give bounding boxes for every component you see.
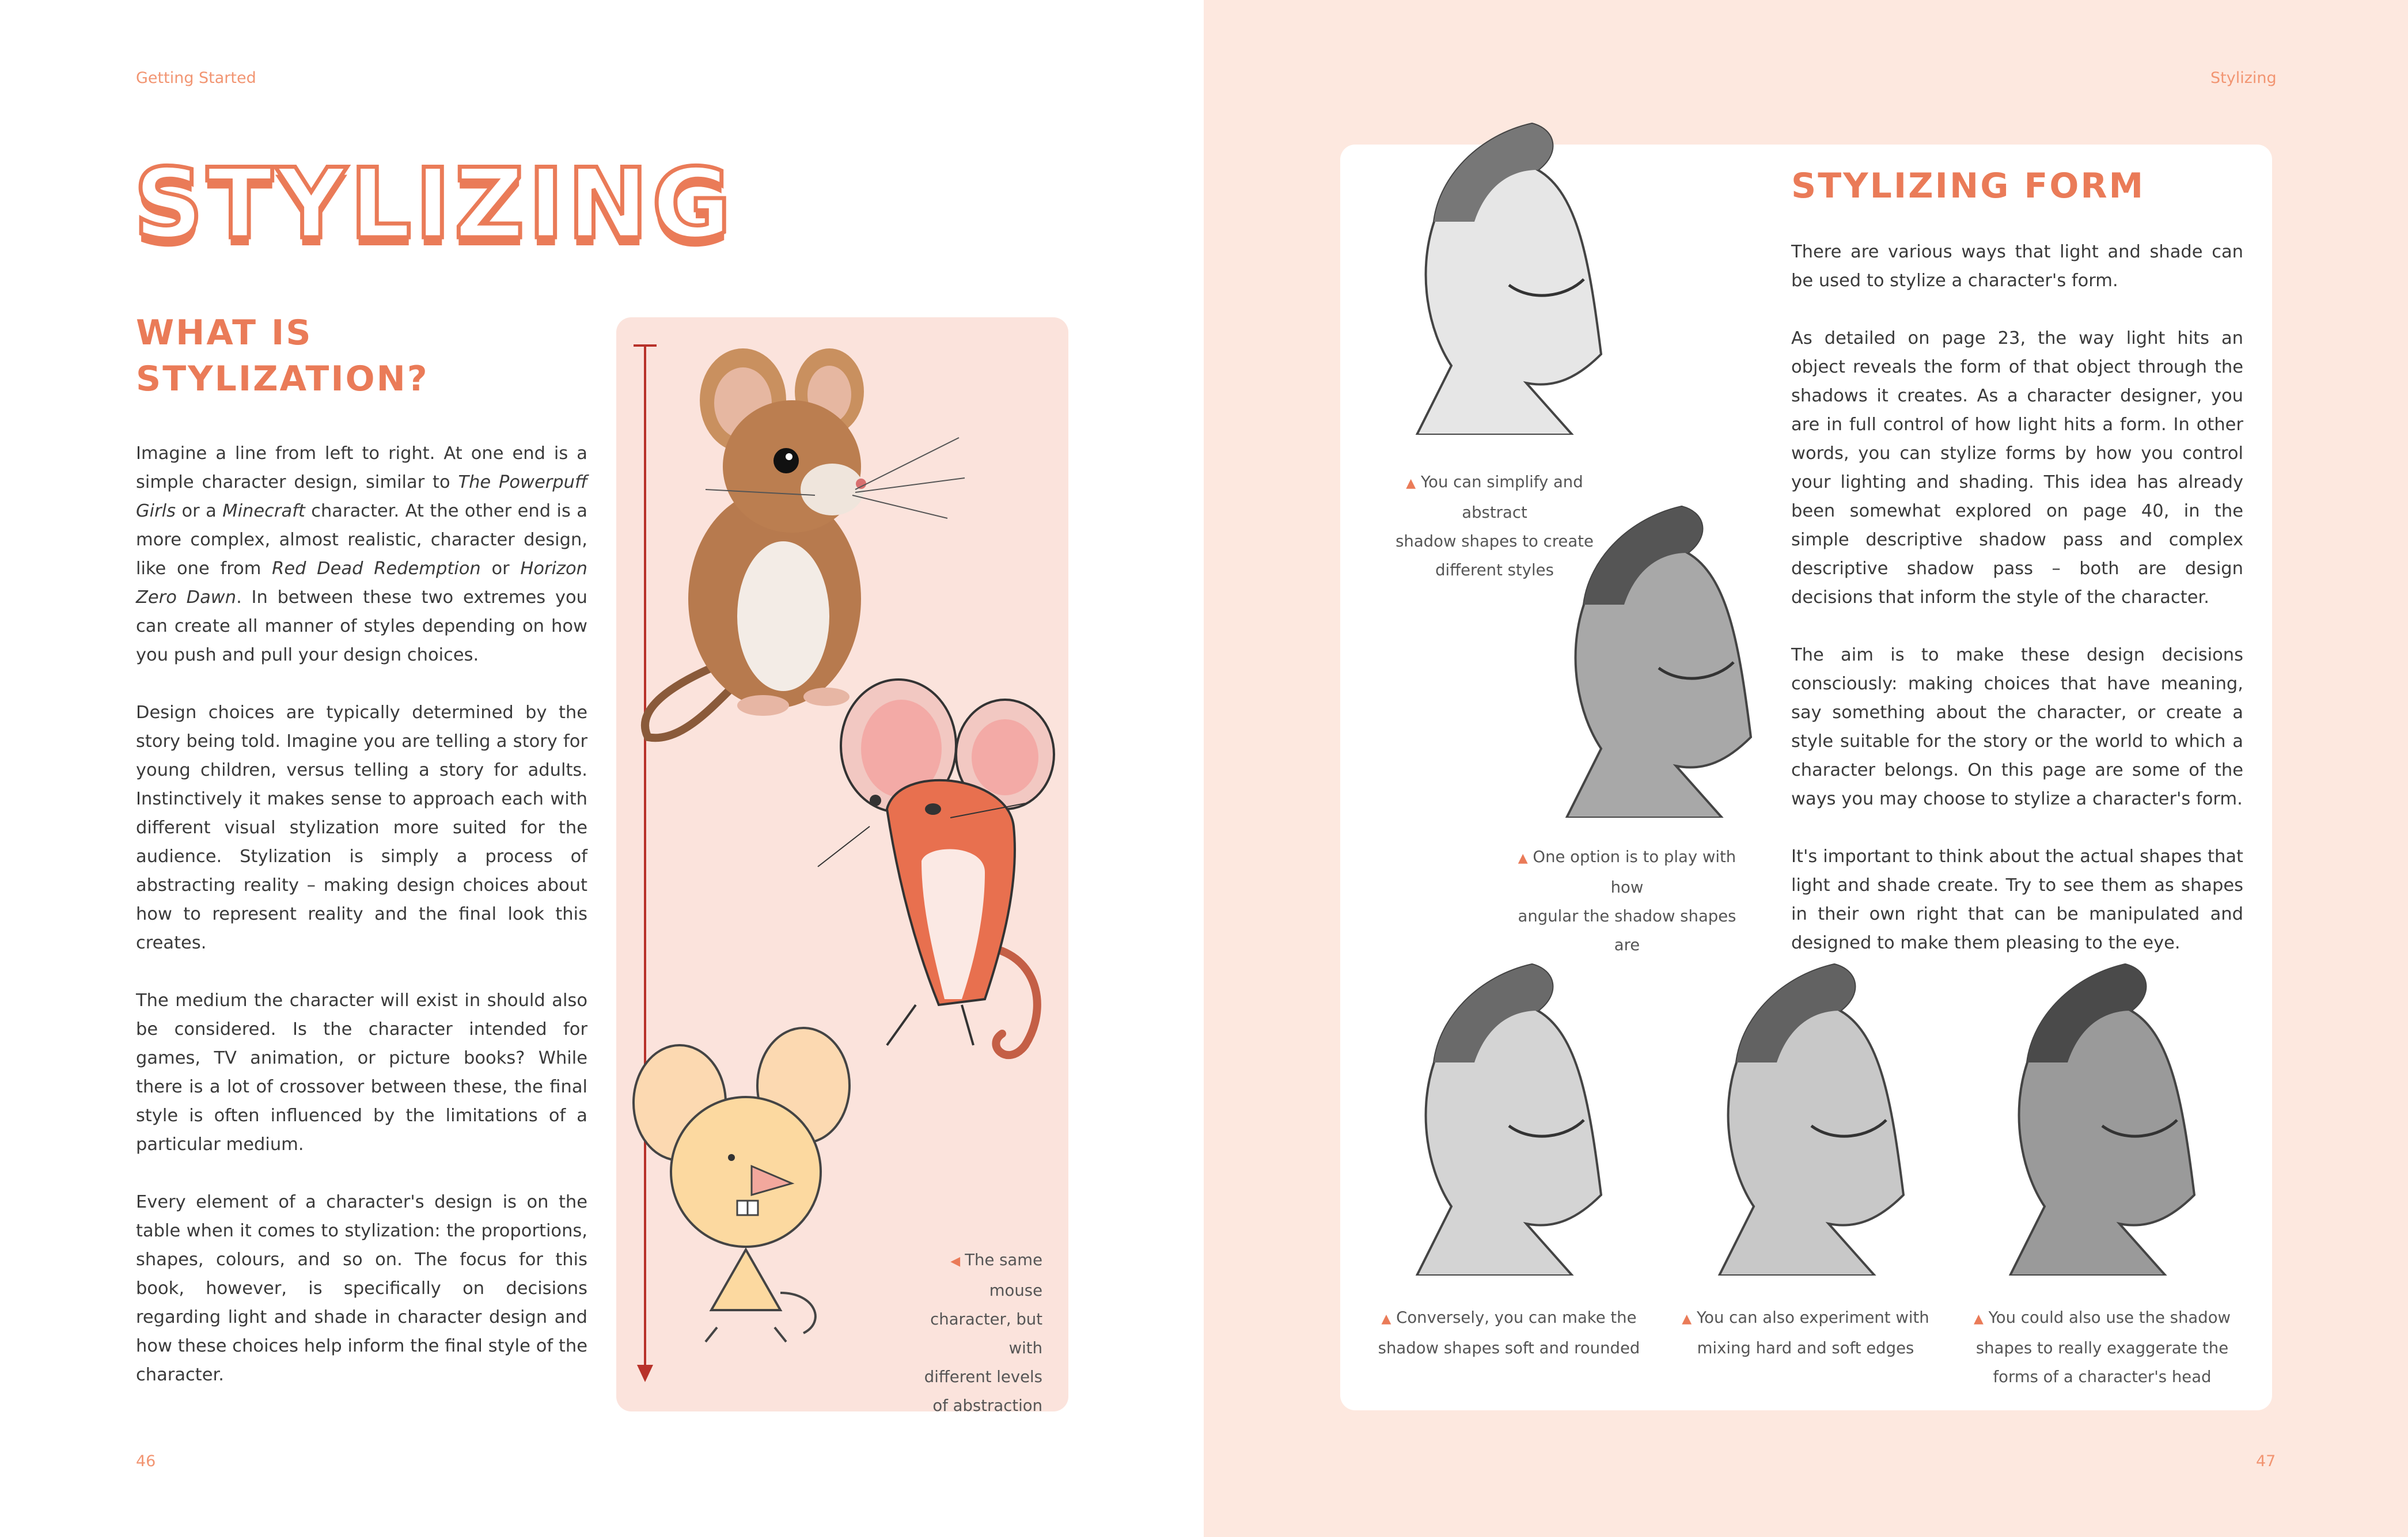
head-illustration-4 (1685, 953, 1927, 1276)
head-illustration-1 (1382, 112, 1624, 435)
right-paragraph-1: There are various ways that light and shade can be used to stylize a character's form. (1791, 242, 2243, 291)
subtitle (136, 310, 481, 402)
caption-pointer-icon: ▲ (1518, 851, 1528, 866)
page-number-left: 46 (136, 1452, 156, 1470)
caption-pointer-icon: ◀ (950, 1254, 961, 1269)
caption-mixed-edges: ▲ You can also experiment with mixing hard and soft edges (1682, 1308, 1929, 1357)
abstraction-arrow-head (637, 1365, 653, 1382)
cartoon-mouse-illustration (812, 677, 1100, 1068)
left-body-text (136, 439, 587, 1418)
caption-pointer-icon: ▲ (1973, 1312, 1984, 1326)
caption-angular-shadows: ▲ One option is to play with how angular the shadow shapes are (1518, 848, 1736, 954)
subtitle-line-2: STYLIZATION? (136, 359, 429, 399)
caption-pointer-icon: ▲ (1406, 476, 1416, 491)
page-number-right: 47 (2256, 1452, 2276, 1470)
caption-simplify-shadows: ▲ You can simplify and abstract shadow shapes to create different styles (1395, 473, 1594, 579)
running-header-right: Stylizing (2210, 69, 2277, 87)
head-illustration-5 (1975, 953, 2217, 1276)
caption-pointer-icon: ▲ (1381, 1312, 1391, 1326)
left-paragraph-4: Every element of a character's design is on the table when it comes to stylization: the proportions, shapes, colours, and so on. The focus for this book, however, is specifically on decisions regarding light and shade in character design and how these choices help inform the final style of the character. (136, 1192, 587, 1385)
head-illustration-2 (1532, 495, 1774, 818)
mouse-caption: ◀ The same mouse character, but with different levels of abstraction (924, 1251, 1042, 1415)
page-title: STYLIZING (134, 147, 735, 260)
caption-pointer-icon: ▲ (1682, 1312, 1692, 1326)
simple-mouse-illustration (631, 1022, 873, 1362)
head-illustration-3 (1382, 953, 1624, 1276)
left-paragraph-3: The medium the character will exist in should also be considered. Is the character intended for games, TV animation, or picture books? While there is a lot of crossover between these, the final style is often influenced by the limitations of a particular medium. (136, 990, 587, 1155)
left-paragraph-1: Imagine a line from left to right. At one end is a simple character design, similar to The Powerpuff Girls or a Minecraft character. At the other end is a more complex, almost realistic, character design, like one from Red Dead Redemption or Horizon Zero Dawn. In between these two extremes you can create all manner of styles depending on how you push and pull your design choices. (136, 443, 588, 665)
section-title: STYLIZING FORM (1791, 166, 2145, 206)
right-paragraph-2: As detailed on page 23, the way light hits an object reveals the form of that object through the shadows it creates. As a character designer, you are in full control of how light hits a form. In other words, you can stylize forms by how you control your lighting and shading. This idea has already been somewhat explored on page 40, in the simple descriptive shadow pass and complex descriptive shadow pass – both are design decisions that inform the style of the character. (1791, 328, 2243, 608)
right-body-text (1791, 238, 2243, 986)
right-paragraph-4: It's important to think about the actual shapes that light and shade create. Try to see them as shapes in their own right that can be manipulated and designed to make them pleasing to the eye. (1791, 847, 2243, 953)
running-header-left: Getting Started (136, 69, 256, 87)
caption-exaggerate-forms: ▲ You could also use the shadow shapes to really exaggerate the forms of a character's head (1973, 1308, 2231, 1386)
subtitle-line-1: WHAT IS (136, 313, 313, 353)
left-paragraph-2: Design choices are typically determined by the story being told. Imagine you are telling a story for young children, versus telling a story for adults. Instinctively it makes sense to approach each with different visual stylization more suited for the audience. Stylization is simply a process of abstracting reality – making design choices about how to represent reality and the final look this creates. (136, 703, 587, 953)
caption-soft-shadows: ▲ Conversely, you can make the shadow shapes soft and rounded (1378, 1308, 1640, 1357)
right-paragraph-3: The aim is to make these design decisions consciously: making choices that have meaning, say something about the character, or create a style suitable for the story or the world to which a character belongs. On this page are some of the ways you may choose to stylize a character's form. (1791, 645, 2243, 809)
